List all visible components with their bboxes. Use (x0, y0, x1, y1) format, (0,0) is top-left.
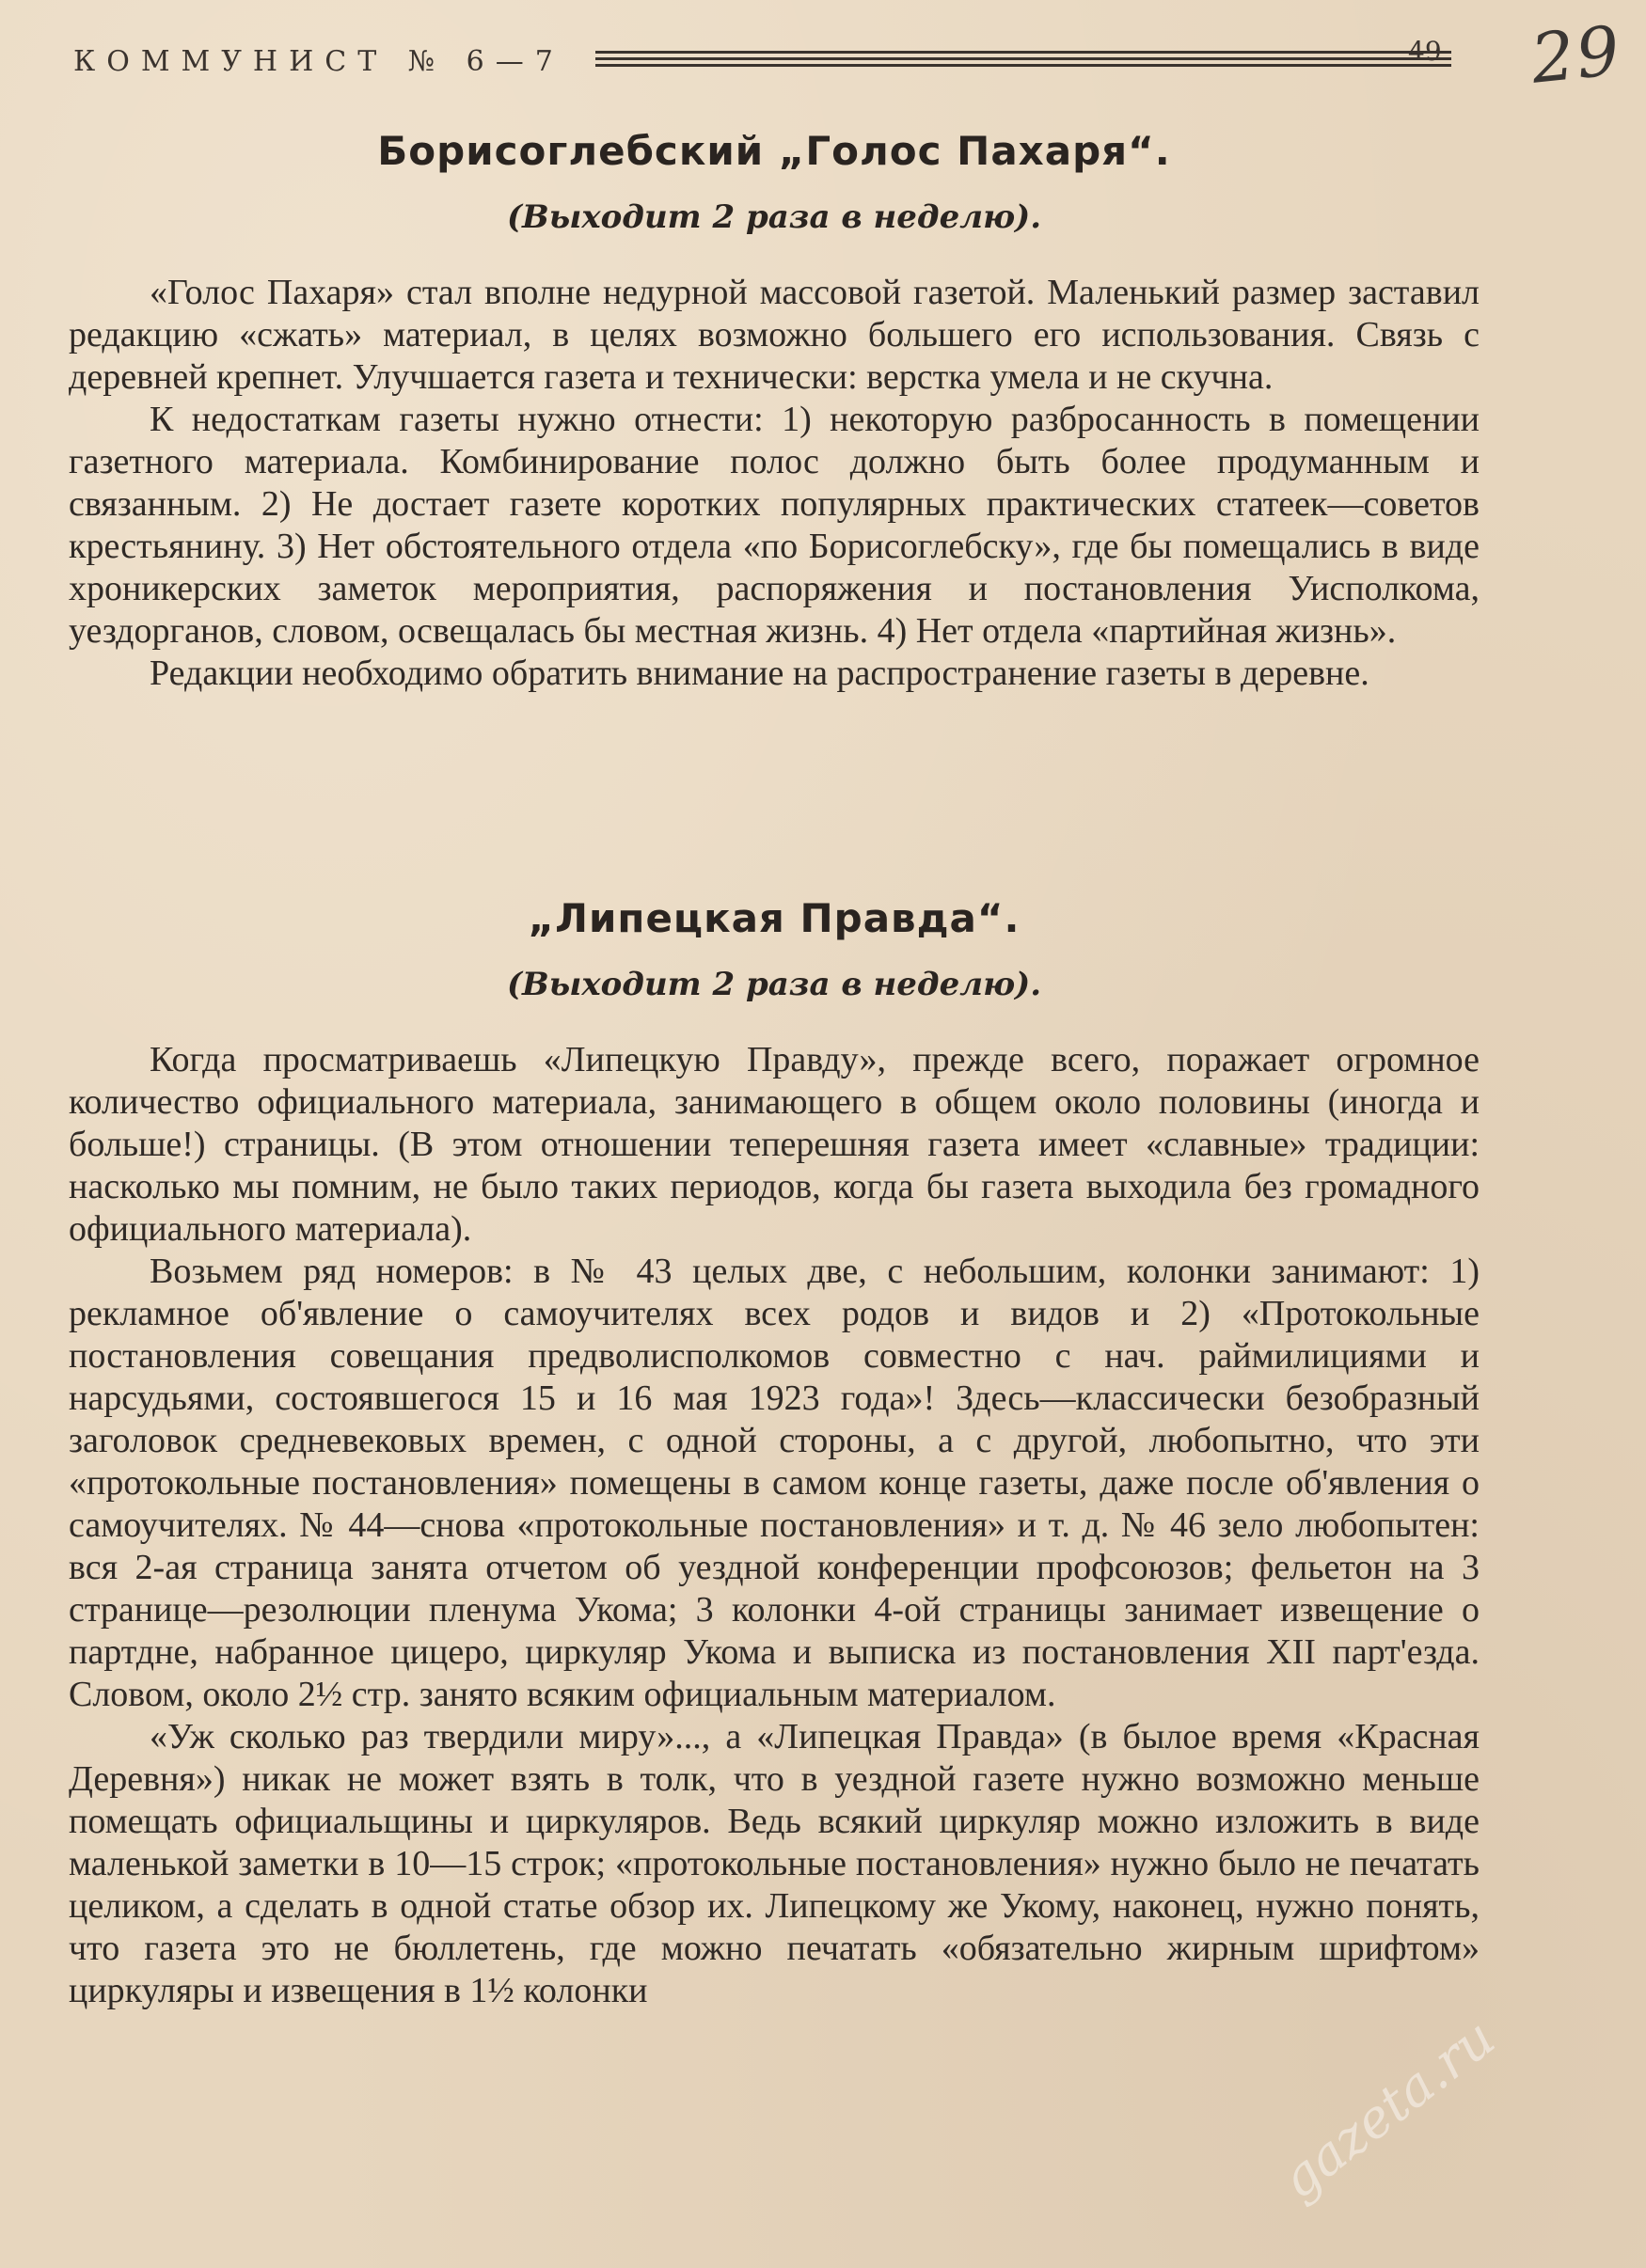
article-subtitle: (Выходит 2 раза в неделю). (506, 198, 1042, 236)
paragraph: Возьмем ряд номеров: в № 43 целых две, с небольшим, колонки занимают: 1) рекламное об'явление о самоучителях всех родов и видов и 2) «Протокольные постановления совещания предволисполкомов совместно с нач. раймилициями и нарсудьями, состоявшегося 15 и 16 мая 1923 года»! Здесь—классически безобразный заголовок средневековых времен, с одной стороны, а с другой, любопытно, что эти «протокольные постановления» помещены в самом конце газеты, даже после об'явления о самоучителях. № 44—снова «протокольные постановления» и т. д. № 46 зело любопытен: вся 2-ая страница занята отчетом об уездной конференции профсоюзов; фельетон на 3 странице—резолюции пленума Укома; 3 колонки 4-ой страницы занимает извещение о партдне, набранное цицеро, циркуляр Укома и выписка из постановления XII парт'езда. Словом, около 2½ стр. занято всяким официальным материалом. (69, 1252, 1480, 1714)
paragraph: Редакции необходимо обратить внимание на распространение газеты в деревне. (150, 654, 1369, 693)
journal-title: КОММУНИСТ № 6—7 (73, 45, 564, 78)
header-rule (595, 51, 1451, 68)
page-number: 49 (1408, 36, 1442, 67)
article-body (69, 272, 1480, 695)
watermark: gazeta.ru (1270, 2007, 1507, 2212)
article-lipetskaya-pravda (69, 895, 1480, 2012)
paragraph: «Голос Пахаря» стал вполне недурной массовой газетой. Маленький размер заставил редакцию «сжать» материал, в целях возможно большего его использования. Связь с деревней крепнет. Улучшается газета и технически: верстка умела и не скучна. (69, 273, 1480, 397)
paragraph: «Уж сколько раз твердили миру»..., а «Липецкая Правда» (в былое время «Красная Деревня») никак не может взять в толк, что в уездной газете нужно возможно меньше помещать официальщины и циркуляров. Ведь всякий циркуляр можно изложить в виде маленькой заметки в 10—15 строк; «протокольные постановления» нужно было не печатать целиком, а сделать в одной статье обзор их. Липецкому же Укому, наконец, нужно понять, что газета это не бюллетень, где можно печатать «обязательно жирным шрифтом» циркуляры и извещения в 1½ колонки (69, 1717, 1480, 2010)
article-title: „Липецкая Правда“. (528, 895, 1021, 941)
handwritten-page-number: 29 (1527, 10, 1625, 99)
running-head (73, 41, 1456, 79)
article-golos-pakharya (69, 128, 1480, 695)
article-subtitle: (Выходит 2 раза в неделю). (506, 966, 1042, 1003)
paragraph: Когда просматриваешь «Липецкую Правду», прежде всего, поражает огромное количество официального материала, занимающего в общем около половины (иногда и больше!) страницы. (В этом отношении теперешняя газета имеет «славные» традиции: насколько мы помним, не было таких периодов, когда бы газета выходила без громадного официального материала). (69, 1040, 1480, 1249)
paragraph: К недостаткам газеты нужно отнести: 1) некоторую разбросанность в помещении газетного материала. Комбинирование полос должно быть более продуманным и связанным. 2) Не достает газете коротких популярных практических статеек—советов крестьянину. 3) Нет обстоятельного отдела «по Борисоглебску», где бы помещались в виде хроникерских заметок мероприятия, распоряжения и постановления Уисполкома, уездорганов, словом, освещалась бы местная жизнь. 4) Нет отдела «партийная жизнь». (69, 400, 1480, 651)
article-body (69, 1039, 1480, 2012)
article-title: Борисоглебский „Голос Пахаря“. (377, 128, 1171, 174)
